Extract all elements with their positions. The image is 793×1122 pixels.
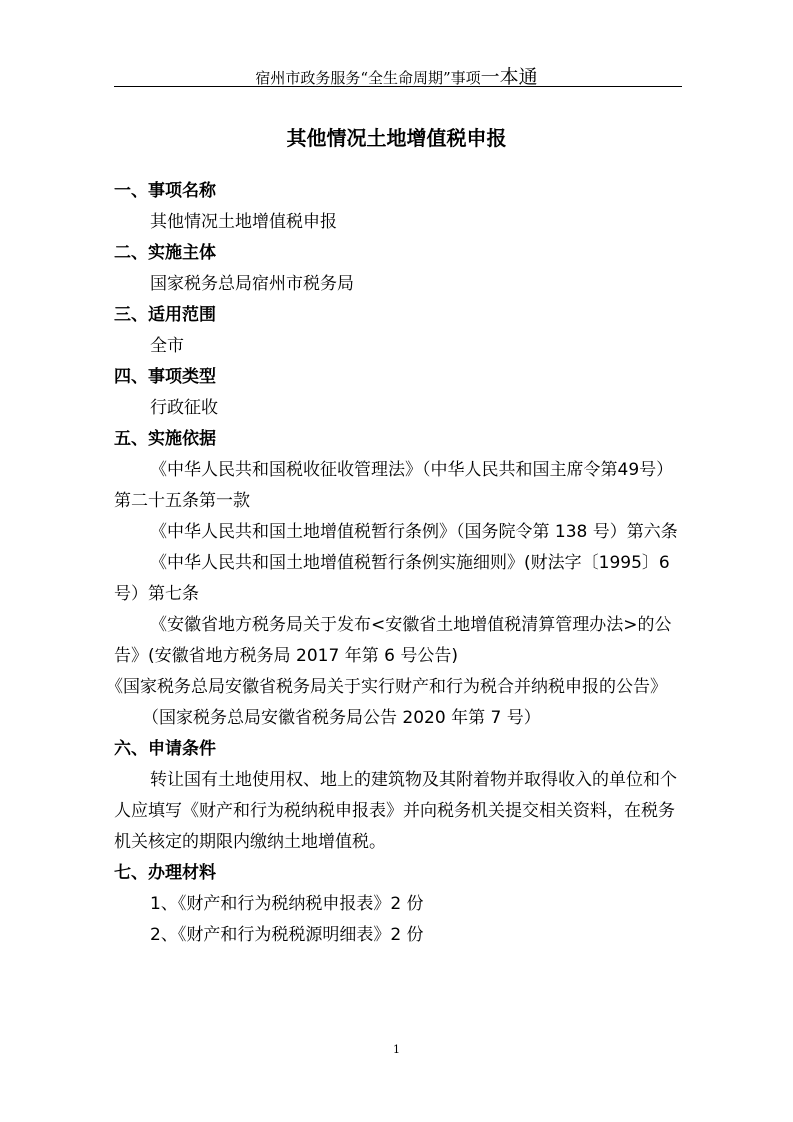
document-body — [106, 176, 684, 951]
section-heading-materials: 七、办理材料 — [114, 863, 216, 883]
header-text-emphasis: 一本通 — [480, 66, 538, 88]
running-header — [0, 62, 793, 89]
implementer-value: 国家税务总局宿州市税务局 — [150, 274, 354, 294]
header-text: 宿州市政务服务“全生命周期”事项 — [255, 69, 481, 87]
section-heading-item-type: 四、事项类型 — [114, 367, 216, 387]
item-name-value: 其他情况土地增值税申报 — [150, 212, 337, 232]
section-heading-conditions: 六、申请条件 — [114, 739, 216, 759]
legal-basis-item: 《安徽省地方税务局关于发布<安徽省土地增值税清算管理办法>的公告》(安徽省地方税务局 2017 年第 6 号公告) — [114, 615, 672, 666]
document-title: 其他情况土地增值税申报 — [286, 126, 507, 150]
page-number: 1 — [393, 1043, 400, 1056]
conditions-text: 转让国有土地使用权、地上的建筑物及其附着物并取得收入的单位和个人应填写《财产和行为税纳税申报表》并向税务机关提交相关资料，在税务机关核定的期限内缴纳土地增值税。 — [114, 770, 677, 852]
section-heading-scope: 三、适用范围 — [114, 305, 216, 325]
section-heading-implementer: 二、实施主体 — [114, 243, 216, 263]
material-item: 1、《财产和行为税纳税申报表》2 份 — [150, 894, 424, 914]
legal-basis-item: 《国家税务总局安徽省税务局关于实行财产和行为税合并纳税申报的公告》（国家税务总局安徽省税务局公告 2020 年第 7 号） — [106, 677, 667, 728]
item-type-value: 行政征收 — [150, 398, 218, 418]
section-heading-item-name: 一、事项名称 — [114, 181, 216, 201]
legal-basis-item: 《中华人民共和国土地增值税暂行条例实施细则》(财法字〔1995〕6 号）第七条 — [114, 553, 670, 604]
material-item: 2、《财产和行为税税源明细表》2 份 — [150, 925, 424, 945]
section-heading-legal-basis: 五、实施依据 — [114, 429, 216, 449]
header-rule — [114, 86, 682, 87]
legal-basis-item: 《中华人民共和国土地增值税暂行条例》（国务院令第 138 号）第六条 — [150, 522, 678, 542]
legal-basis-item: 《中华人民共和国税收征收管理法》（中华人民共和国主席令第49号）第二十五条第一款 — [114, 460, 674, 511]
scope-value: 全市 — [150, 336, 184, 356]
